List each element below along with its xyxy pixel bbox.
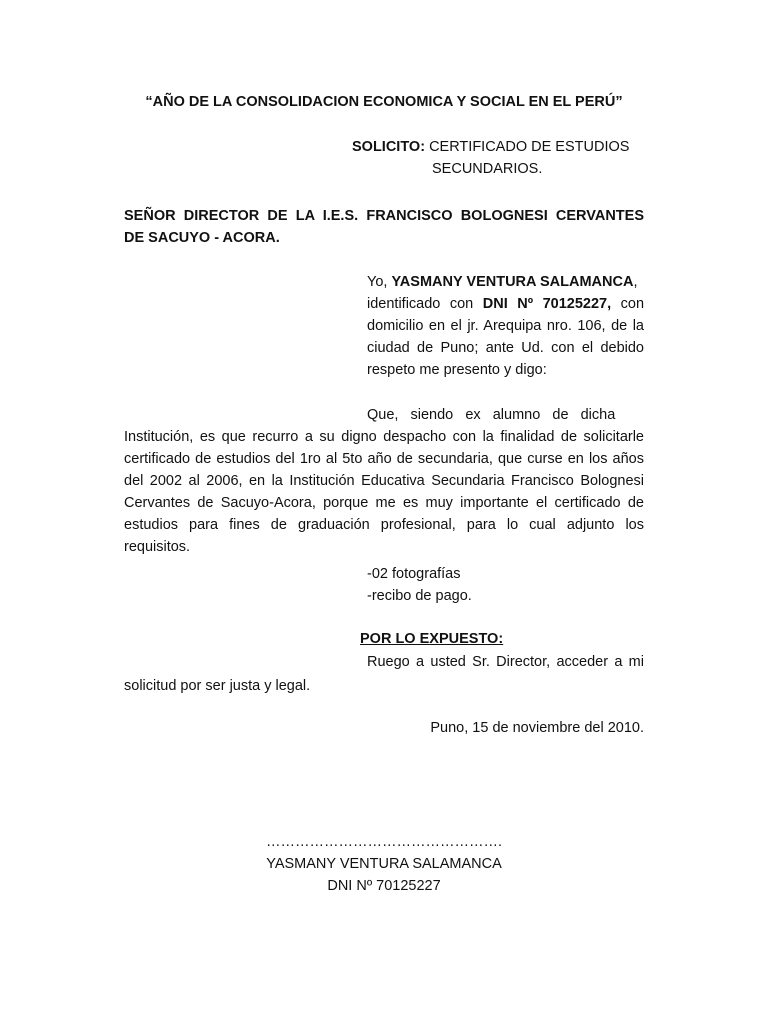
intro-line5: respeto me presento y digo: — [367, 362, 547, 378]
solicito-line1 — [352, 136, 652, 158]
applicant-name: YASMANY VENTURA SALAMANCA — [391, 274, 634, 290]
signature-block — [234, 831, 534, 897]
body-line-last: requisitos. — [124, 539, 191, 555]
closing-line1-text: Ruego a usted Sr. Director, acceder a mi — [367, 654, 644, 670]
solicito-block — [352, 136, 652, 180]
year-title: “AÑO DE LA CONSOLIDACION ECONOMICA Y SOCIAL EN EL PERÚ” — [145, 94, 623, 110]
intro-line4: ciudad de Puno; ante Ud. con el debido — [367, 340, 644, 356]
closing-line2: solicitud por ser justa y legal. — [124, 678, 311, 694]
signature-name: YASMANY VENTURA SALAMANCA — [266, 856, 502, 872]
closing-line1 — [367, 651, 644, 673]
signature-dni: DNI Nº 70125227 — [327, 878, 441, 894]
intro-identificado: identificado con — [367, 296, 474, 312]
body-line: estudios para fines de graduación profesional, para lo cual adjunto los — [124, 517, 644, 533]
intro-line1 — [367, 271, 644, 293]
solicito-label: SOLICITO: — [352, 139, 426, 155]
requirement-item: -recibo de pago. — [367, 588, 472, 604]
body-line: Cervantes de Sacuyo-Acora, porque me es muy importante el certificado de — [124, 495, 644, 511]
solicito-line2: SECUNDARIOS. — [432, 161, 543, 177]
solicito-text: CERTIFICADO DE ESTUDIOS — [429, 139, 630, 155]
intro-line2 — [367, 293, 644, 315]
body-line: certificado de estudios del 1ro al 5to año de secundaria, que curse en los años — [124, 451, 644, 467]
body-line: Institución, es que recurro a su digno despacho con la finalidad de solicitarle — [124, 429, 644, 445]
requirement-item: -02 fotografías — [367, 566, 461, 582]
intro-line3: domicilio en el jr. Arequipa nro. 106, de la — [367, 318, 644, 334]
intro-yo: Yo, — [367, 274, 388, 290]
signature-line: …………………………………………. — [265, 834, 503, 850]
por-lo-expuesto-heading: POR LO EXPUESTO: — [360, 631, 504, 647]
intro-comma: , — [633, 274, 638, 290]
body-paragraph — [124, 426, 644, 558]
addressee-line2: DE SACUYO - ACORA. — [124, 230, 280, 246]
date-line: Puno, 15 de noviembre del 2010. — [430, 720, 644, 736]
requirements-list — [367, 563, 644, 607]
applicant-dni: DNI Nº 70125227, — [482, 296, 612, 312]
addressee-block — [124, 205, 644, 249]
body-first-line: Que, siendo ex alumno de dicha — [367, 407, 616, 423]
intro-con: con — [620, 296, 645, 312]
intro-block — [367, 271, 644, 381]
body-line: del 2002 al 2006, en la Institución Educativa Secundaria Francisco Bolognesi — [124, 473, 644, 489]
addressee-line1: SEÑOR DIRECTOR DE LA I.E.S. FRANCISCO BOLOGNESI CERVANTES — [124, 208, 644, 224]
